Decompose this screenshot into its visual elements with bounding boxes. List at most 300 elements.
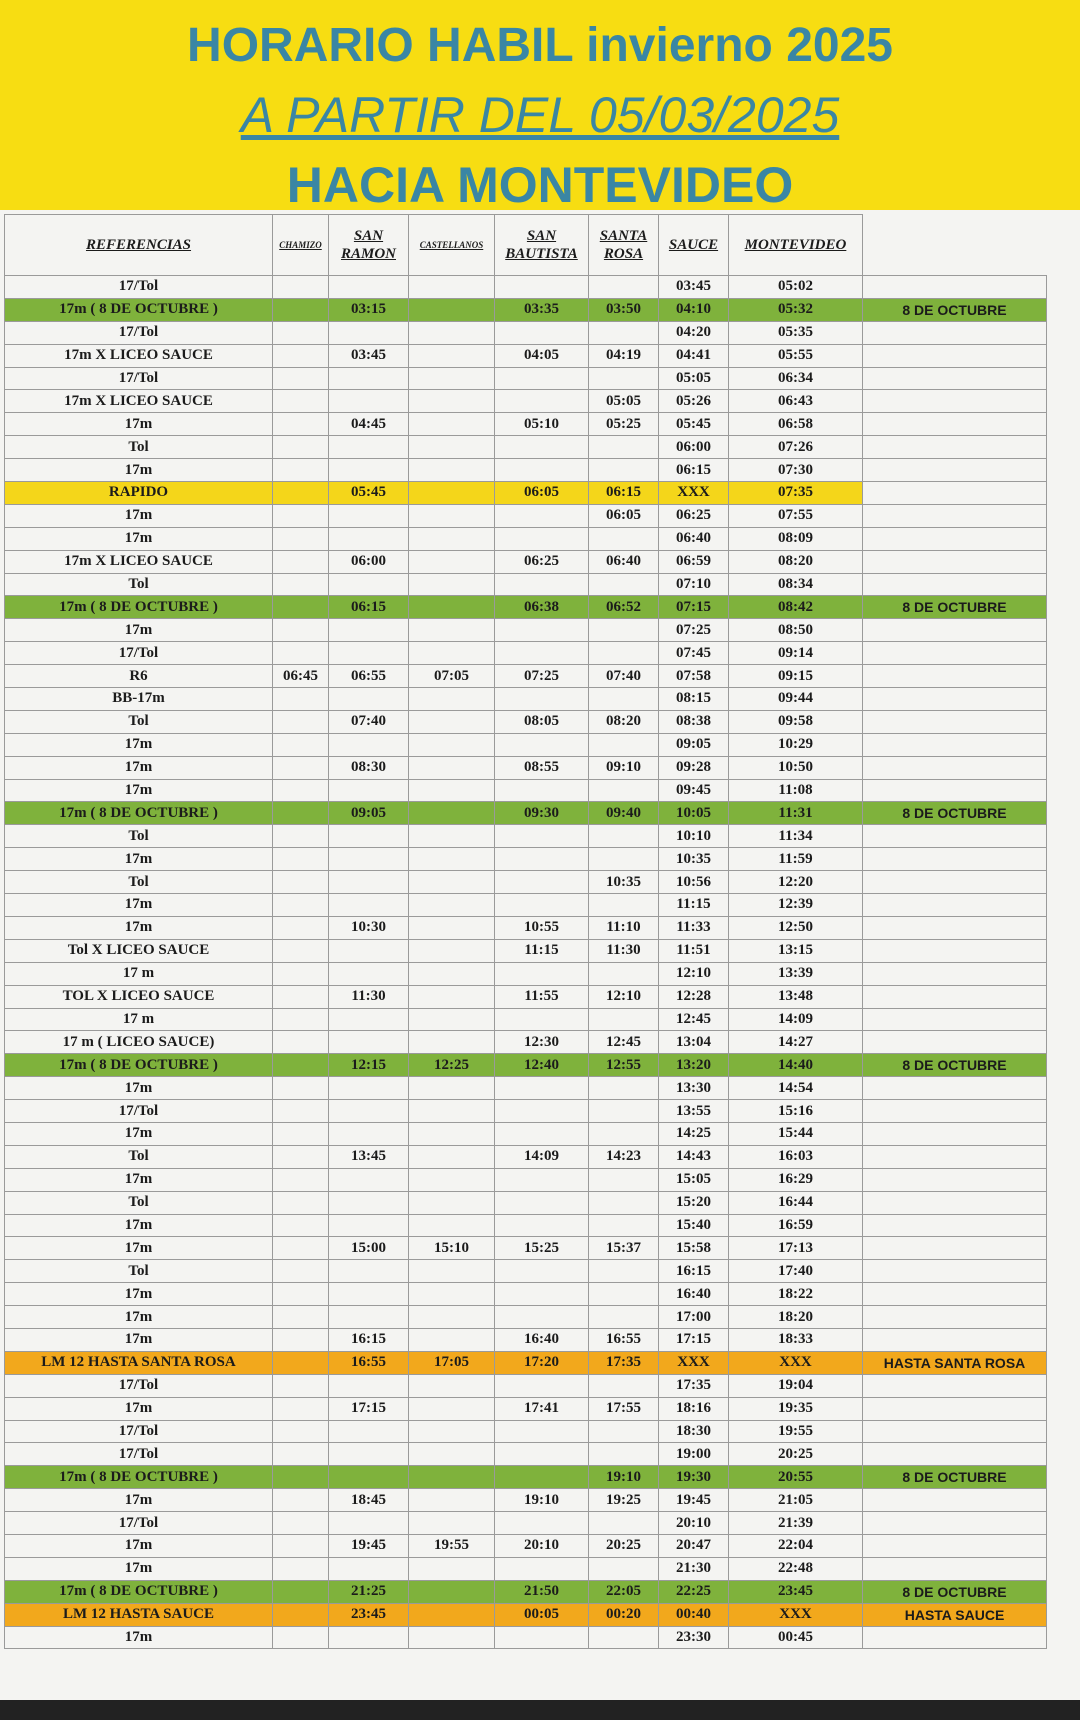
cell-chamizo [273, 1168, 329, 1191]
cell-castellanos [409, 619, 495, 642]
table-row [5, 1214, 1047, 1237]
cell-montevideo: 16:59 [729, 1214, 863, 1237]
table-row [5, 642, 1047, 665]
cell-referencia: 17m ( 8 DE OCTUBRE ) [5, 1466, 273, 1489]
cell-note [863, 1145, 1047, 1168]
cell-sauce: 17:15 [659, 1328, 729, 1351]
cell-sauce: 12:28 [659, 985, 729, 1008]
table-row [5, 779, 1047, 802]
cell-chamizo [273, 1374, 329, 1397]
cell-castellanos [409, 916, 495, 939]
cell-san-ramon [329, 1168, 409, 1191]
cell-san-bautista [495, 390, 589, 413]
cell-referencia: 17m [5, 1214, 273, 1237]
cell-santa-rosa: 16:55 [589, 1328, 659, 1351]
cell-referencia: 17 m [5, 1008, 273, 1031]
cell-referencia: 17 m [5, 962, 273, 985]
cell-chamizo [273, 916, 329, 939]
cell-santa-rosa: 06:40 [589, 550, 659, 573]
cell-castellanos [409, 1100, 495, 1123]
cell-san-bautista [495, 1122, 589, 1145]
cell-castellanos [409, 482, 495, 505]
cell-san-ramon [329, 848, 409, 871]
cell-castellanos [409, 550, 495, 573]
table-row [5, 413, 1047, 436]
cell-sauce: 10:10 [659, 825, 729, 848]
cell-san-ramon: 18:45 [329, 1489, 409, 1512]
cell-san-bautista: 14:09 [495, 1145, 589, 1168]
cell-sauce: 12:10 [659, 962, 729, 985]
cell-san-bautista [495, 1214, 589, 1237]
cell-note [863, 665, 1047, 688]
cell-santa-rosa [589, 459, 659, 482]
cell-sauce: 04:41 [659, 344, 729, 367]
table-row [5, 482, 1047, 505]
cell-sauce: 06:15 [659, 459, 729, 482]
cell-referencia: 17m [5, 1283, 273, 1306]
table-row [5, 848, 1047, 871]
cell-san-bautista [495, 1008, 589, 1031]
table-row [5, 733, 1047, 756]
cell-santa-rosa: 06:05 [589, 504, 659, 527]
cell-chamizo [273, 871, 329, 894]
cell-san-ramon: 09:05 [329, 802, 409, 825]
cell-santa-rosa [589, 1260, 659, 1283]
cell-san-bautista [495, 1168, 589, 1191]
table-row [5, 321, 1047, 344]
cell-referencia: 17m [5, 894, 273, 917]
cell-san-bautista [495, 1557, 589, 1580]
cell-chamizo [273, 1397, 329, 1420]
cell-montevideo: 20:55 [729, 1466, 863, 1489]
cell-sauce: 00:40 [659, 1603, 729, 1626]
table-row [5, 550, 1047, 573]
cell-san-ramon: 04:45 [329, 413, 409, 436]
cell-referencia: 17/Tol [5, 1374, 273, 1397]
cell-montevideo: 20:25 [729, 1443, 863, 1466]
cell-montevideo: 07:26 [729, 436, 863, 459]
cell-santa-rosa: 04:19 [589, 344, 659, 367]
cell-sauce: 05:05 [659, 367, 729, 390]
cell-note [863, 825, 1047, 848]
table-row [5, 1626, 1047, 1649]
cell-san-bautista: 12:40 [495, 1054, 589, 1077]
col-header-castellanos: CASTELLANOS [409, 215, 495, 276]
page-title: HORARIO HABIL invierno 2025 [187, 19, 893, 72]
cell-note [863, 482, 1047, 505]
cell-sauce: 20:10 [659, 1512, 729, 1535]
cell-note [863, 962, 1047, 985]
cell-san-ramon [329, 1306, 409, 1329]
table-row [5, 1237, 1047, 1260]
cell-note [863, 642, 1047, 665]
cell-referencia: 17m [5, 527, 273, 550]
cell-san-bautista [495, 688, 589, 711]
cell-montevideo: 09:44 [729, 688, 863, 711]
cell-san-bautista: 17:41 [495, 1397, 589, 1420]
cell-san-bautista: 06:05 [495, 482, 589, 505]
cell-montevideo: XXX [729, 1603, 863, 1626]
cell-montevideo: 14:40 [729, 1054, 863, 1077]
cell-castellanos [409, 1031, 495, 1054]
cell-san-ramon [329, 1626, 409, 1649]
cell-castellanos [409, 802, 495, 825]
table-row [5, 1557, 1047, 1580]
cell-san-ramon [329, 1557, 409, 1580]
cell-castellanos [409, 527, 495, 550]
cell-castellanos [409, 1397, 495, 1420]
cell-montevideo: 17:40 [729, 1260, 863, 1283]
cell-santa-rosa [589, 779, 659, 802]
table-row [5, 1260, 1047, 1283]
cell-note [863, 573, 1047, 596]
cell-santa-rosa [589, 1168, 659, 1191]
cell-sauce: 19:00 [659, 1443, 729, 1466]
cell-santa-rosa [589, 436, 659, 459]
cell-chamizo [273, 848, 329, 871]
cell-castellanos [409, 1122, 495, 1145]
cell-santa-rosa [589, 1283, 659, 1306]
cell-referencia: 17/Tol [5, 1443, 273, 1466]
cell-note [863, 321, 1047, 344]
cell-referencia: 17m [5, 779, 273, 802]
cell-san-bautista [495, 779, 589, 802]
cell-castellanos [409, 504, 495, 527]
cell-montevideo: 05:32 [729, 298, 863, 321]
cell-san-ramon: 23:45 [329, 1603, 409, 1626]
cell-montevideo: 22:04 [729, 1534, 863, 1557]
cell-castellanos: 19:55 [409, 1534, 495, 1557]
cell-montevideo: 07:55 [729, 504, 863, 527]
table-row [5, 1168, 1047, 1191]
cell-note [863, 779, 1047, 802]
cell-san-ramon [329, 894, 409, 917]
table-row [5, 1122, 1047, 1145]
table-row [5, 825, 1047, 848]
cell-san-ramon [329, 276, 409, 299]
cell-sauce: 09:28 [659, 756, 729, 779]
cell-san-bautista: 16:40 [495, 1328, 589, 1351]
cell-santa-rosa [589, 527, 659, 550]
cell-note [863, 1443, 1047, 1466]
table-row [5, 871, 1047, 894]
cell-castellanos [409, 642, 495, 665]
cell-chamizo [273, 1214, 329, 1237]
cell-san-ramon: 07:40 [329, 710, 409, 733]
header-banner [0, 0, 1080, 213]
cell-referencia: Tol [5, 710, 273, 733]
table-row [5, 1328, 1047, 1351]
cell-santa-rosa [589, 1100, 659, 1123]
cell-referencia: 17/Tol [5, 1512, 273, 1535]
table-row [5, 1466, 1047, 1489]
cell-sauce: 05:45 [659, 413, 729, 436]
cell-montevideo: 14:27 [729, 1031, 863, 1054]
cell-sauce: 10:56 [659, 871, 729, 894]
cell-san-bautista: 09:30 [495, 802, 589, 825]
cell-san-bautista: 04:05 [495, 344, 589, 367]
cell-san-ramon: 19:45 [329, 1534, 409, 1557]
cell-chamizo [273, 1031, 329, 1054]
col-header-santa-rosa: SANTA ROSA [589, 215, 659, 276]
cell-chamizo [273, 642, 329, 665]
col-header-referencias: REFERENCIAS [5, 215, 273, 276]
cell-castellanos [409, 939, 495, 962]
cell-san-ramon [329, 1008, 409, 1031]
table-row [5, 367, 1047, 390]
cell-castellanos [409, 1603, 495, 1626]
cell-chamizo [273, 321, 329, 344]
cell-referencia: 17m [5, 733, 273, 756]
cell-referencia: Tol [5, 573, 273, 596]
cell-sauce: 17:35 [659, 1374, 729, 1397]
cell-note [863, 1512, 1047, 1535]
cell-note: 8 DE OCTUBRE [863, 596, 1047, 619]
cell-chamizo [273, 779, 329, 802]
cell-castellanos [409, 321, 495, 344]
cell-sauce: 13:20 [659, 1054, 729, 1077]
table-row [5, 1145, 1047, 1168]
cell-santa-rosa: 05:05 [589, 390, 659, 413]
cell-note [863, 1306, 1047, 1329]
cell-chamizo [273, 504, 329, 527]
cell-san-bautista [495, 436, 589, 459]
cell-note: 8 DE OCTUBRE [863, 802, 1047, 825]
cell-note: 8 DE OCTUBRE [863, 1580, 1047, 1603]
cell-castellanos: 07:05 [409, 665, 495, 688]
table-row [5, 1580, 1047, 1603]
cell-santa-rosa [589, 894, 659, 917]
cell-referencia: Tol [5, 436, 273, 459]
cell-castellanos [409, 573, 495, 596]
cell-referencia: LM 12 HASTA SAUCE [5, 1603, 273, 1626]
cell-santa-rosa: 07:40 [589, 665, 659, 688]
cell-note [863, 1534, 1047, 1557]
cell-chamizo [273, 1283, 329, 1306]
cell-montevideo: 16:03 [729, 1145, 863, 1168]
cell-chamizo [273, 596, 329, 619]
table-row [5, 596, 1047, 619]
cell-santa-rosa [589, 573, 659, 596]
cell-montevideo: 08:50 [729, 619, 863, 642]
cell-castellanos [409, 1077, 495, 1100]
cell-santa-rosa: 12:10 [589, 985, 659, 1008]
cell-san-ramon [329, 1512, 409, 1535]
table-row [5, 985, 1047, 1008]
cell-chamizo [273, 1054, 329, 1077]
cell-san-ramon [329, 733, 409, 756]
cell-chamizo [273, 436, 329, 459]
cell-san-ramon [329, 1100, 409, 1123]
cell-san-bautista [495, 642, 589, 665]
cell-note [863, 1420, 1047, 1443]
cell-santa-rosa [589, 1512, 659, 1535]
cell-santa-rosa: 14:23 [589, 1145, 659, 1168]
table-row [5, 504, 1047, 527]
cell-santa-rosa [589, 1191, 659, 1214]
cell-san-ramon [329, 1031, 409, 1054]
cell-castellanos [409, 276, 495, 299]
cell-note [863, 1397, 1047, 1420]
cell-montevideo: 07:30 [729, 459, 863, 482]
cell-chamizo [273, 1306, 329, 1329]
cell-sauce: 12:45 [659, 1008, 729, 1031]
cell-montevideo: 12:50 [729, 916, 863, 939]
table-row [5, 1306, 1047, 1329]
cell-sauce: 15:58 [659, 1237, 729, 1260]
cell-referencia: 17m [5, 1237, 273, 1260]
cell-san-ramon: 10:30 [329, 916, 409, 939]
cell-chamizo [273, 1351, 329, 1374]
cell-san-bautista [495, 733, 589, 756]
cell-note [863, 894, 1047, 917]
table-row [5, 1512, 1047, 1535]
cell-montevideo: 14:54 [729, 1077, 863, 1100]
cell-san-bautista [495, 276, 589, 299]
cell-montevideo: 18:33 [729, 1328, 863, 1351]
table-row [5, 619, 1047, 642]
cell-san-bautista [495, 1374, 589, 1397]
cell-referencia: BB-17m [5, 688, 273, 711]
cell-chamizo [273, 1420, 329, 1443]
cell-san-bautista [495, 1260, 589, 1283]
table-row [5, 1351, 1047, 1374]
cell-san-ramon [329, 1191, 409, 1214]
cell-castellanos [409, 459, 495, 482]
cell-santa-rosa: 06:15 [589, 482, 659, 505]
cell-santa-rosa [589, 688, 659, 711]
cell-san-bautista [495, 459, 589, 482]
cell-santa-rosa [589, 1420, 659, 1443]
cell-santa-rosa [589, 619, 659, 642]
cell-referencia: 17/Tol [5, 642, 273, 665]
col-header-san-ramon: SAN RAMON [329, 215, 409, 276]
cell-montevideo: 14:09 [729, 1008, 863, 1031]
cell-castellanos [409, 413, 495, 436]
cell-chamizo [273, 962, 329, 985]
cell-note [863, 985, 1047, 1008]
cell-castellanos [409, 436, 495, 459]
cell-note [863, 1328, 1047, 1351]
cell-referencia: 17m [5, 1534, 273, 1557]
cell-chamizo [273, 1145, 329, 1168]
cell-montevideo: 15:16 [729, 1100, 863, 1123]
table-row [5, 1283, 1047, 1306]
cell-sauce: 08:38 [659, 710, 729, 733]
cell-santa-rosa [589, 1443, 659, 1466]
cell-sauce: 06:00 [659, 436, 729, 459]
cell-note [863, 871, 1047, 894]
cell-santa-rosa: 00:20 [589, 1603, 659, 1626]
cell-montevideo: XXX [729, 1351, 863, 1374]
cell-note [863, 413, 1047, 436]
cell-sauce: 13:30 [659, 1077, 729, 1100]
schedule-table [4, 214, 1047, 1649]
cell-santa-rosa: 10:35 [589, 871, 659, 894]
cell-sauce: 11:51 [659, 939, 729, 962]
cell-chamizo [273, 939, 329, 962]
cell-montevideo: 11:34 [729, 825, 863, 848]
cell-sauce: 10:05 [659, 802, 729, 825]
cell-san-bautista: 05:10 [495, 413, 589, 436]
cell-san-ramon [329, 527, 409, 550]
cell-santa-rosa [589, 367, 659, 390]
table-row [5, 1100, 1047, 1123]
cell-castellanos [409, 390, 495, 413]
cell-referencia: 17m [5, 1306, 273, 1329]
cell-montevideo: 08:09 [729, 527, 863, 550]
col-header-san-bautista: SAN BAUTISTA [495, 215, 589, 276]
cell-montevideo: 16:29 [729, 1168, 863, 1191]
cell-sauce: 19:30 [659, 1466, 729, 1489]
table-row [5, 1031, 1047, 1054]
cell-referencia: 17 m ( LICEO SAUCE) [5, 1031, 273, 1054]
cell-sauce: 08:15 [659, 688, 729, 711]
cell-note [863, 916, 1047, 939]
table-row [5, 894, 1047, 917]
cell-san-bautista: 08:05 [495, 710, 589, 733]
cell-santa-rosa: 06:52 [589, 596, 659, 619]
cell-santa-rosa [589, 321, 659, 344]
cell-referencia: Tol [5, 825, 273, 848]
cell-santa-rosa [589, 1214, 659, 1237]
cell-castellanos [409, 1260, 495, 1283]
cell-note [863, 939, 1047, 962]
cell-note: HASTA SANTA ROSA [863, 1351, 1047, 1374]
cell-san-bautista: 21:50 [495, 1580, 589, 1603]
cell-sauce: 06:25 [659, 504, 729, 527]
cell-san-ramon: 16:55 [329, 1351, 409, 1374]
table-row [5, 1534, 1047, 1557]
cell-castellanos: 17:05 [409, 1351, 495, 1374]
table-row [5, 1008, 1047, 1031]
cell-san-ramon [329, 1077, 409, 1100]
cell-chamizo [273, 733, 329, 756]
cell-note [863, 1557, 1047, 1580]
cell-note [863, 1100, 1047, 1123]
cell-san-ramon [329, 1443, 409, 1466]
cell-san-bautista [495, 825, 589, 848]
cell-note [863, 1008, 1047, 1031]
cell-castellanos [409, 1420, 495, 1443]
cell-chamizo [273, 1626, 329, 1649]
cell-chamizo [273, 298, 329, 321]
cell-san-ramon: 21:25 [329, 1580, 409, 1603]
cell-chamizo [273, 1466, 329, 1489]
cell-referencia: Tol [5, 1191, 273, 1214]
cell-san-bautista: 03:35 [495, 298, 589, 321]
cell-montevideo: 08:20 [729, 550, 863, 573]
cell-san-ramon [329, 436, 409, 459]
cell-montevideo: 16:44 [729, 1191, 863, 1214]
cell-san-bautista: 15:25 [495, 1237, 589, 1260]
cell-referencia: 17/Tol [5, 276, 273, 299]
cell-montevideo: 12:39 [729, 894, 863, 917]
cell-referencia: Tol X LICEO SAUCE [5, 939, 273, 962]
cell-castellanos [409, 1557, 495, 1580]
cell-san-bautista [495, 1306, 589, 1329]
cell-referencia: Tol [5, 1260, 273, 1283]
cell-san-ramon [329, 1214, 409, 1237]
cell-castellanos [409, 1168, 495, 1191]
cell-chamizo [273, 1534, 329, 1557]
cell-referencia: 17m ( 8 DE OCTUBRE ) [5, 596, 273, 619]
cell-castellanos: 12:25 [409, 1054, 495, 1077]
cell-referencia: 17m [5, 756, 273, 779]
cell-sauce: 15:40 [659, 1214, 729, 1237]
cell-montevideo: 10:50 [729, 756, 863, 779]
cell-santa-rosa [589, 1306, 659, 1329]
